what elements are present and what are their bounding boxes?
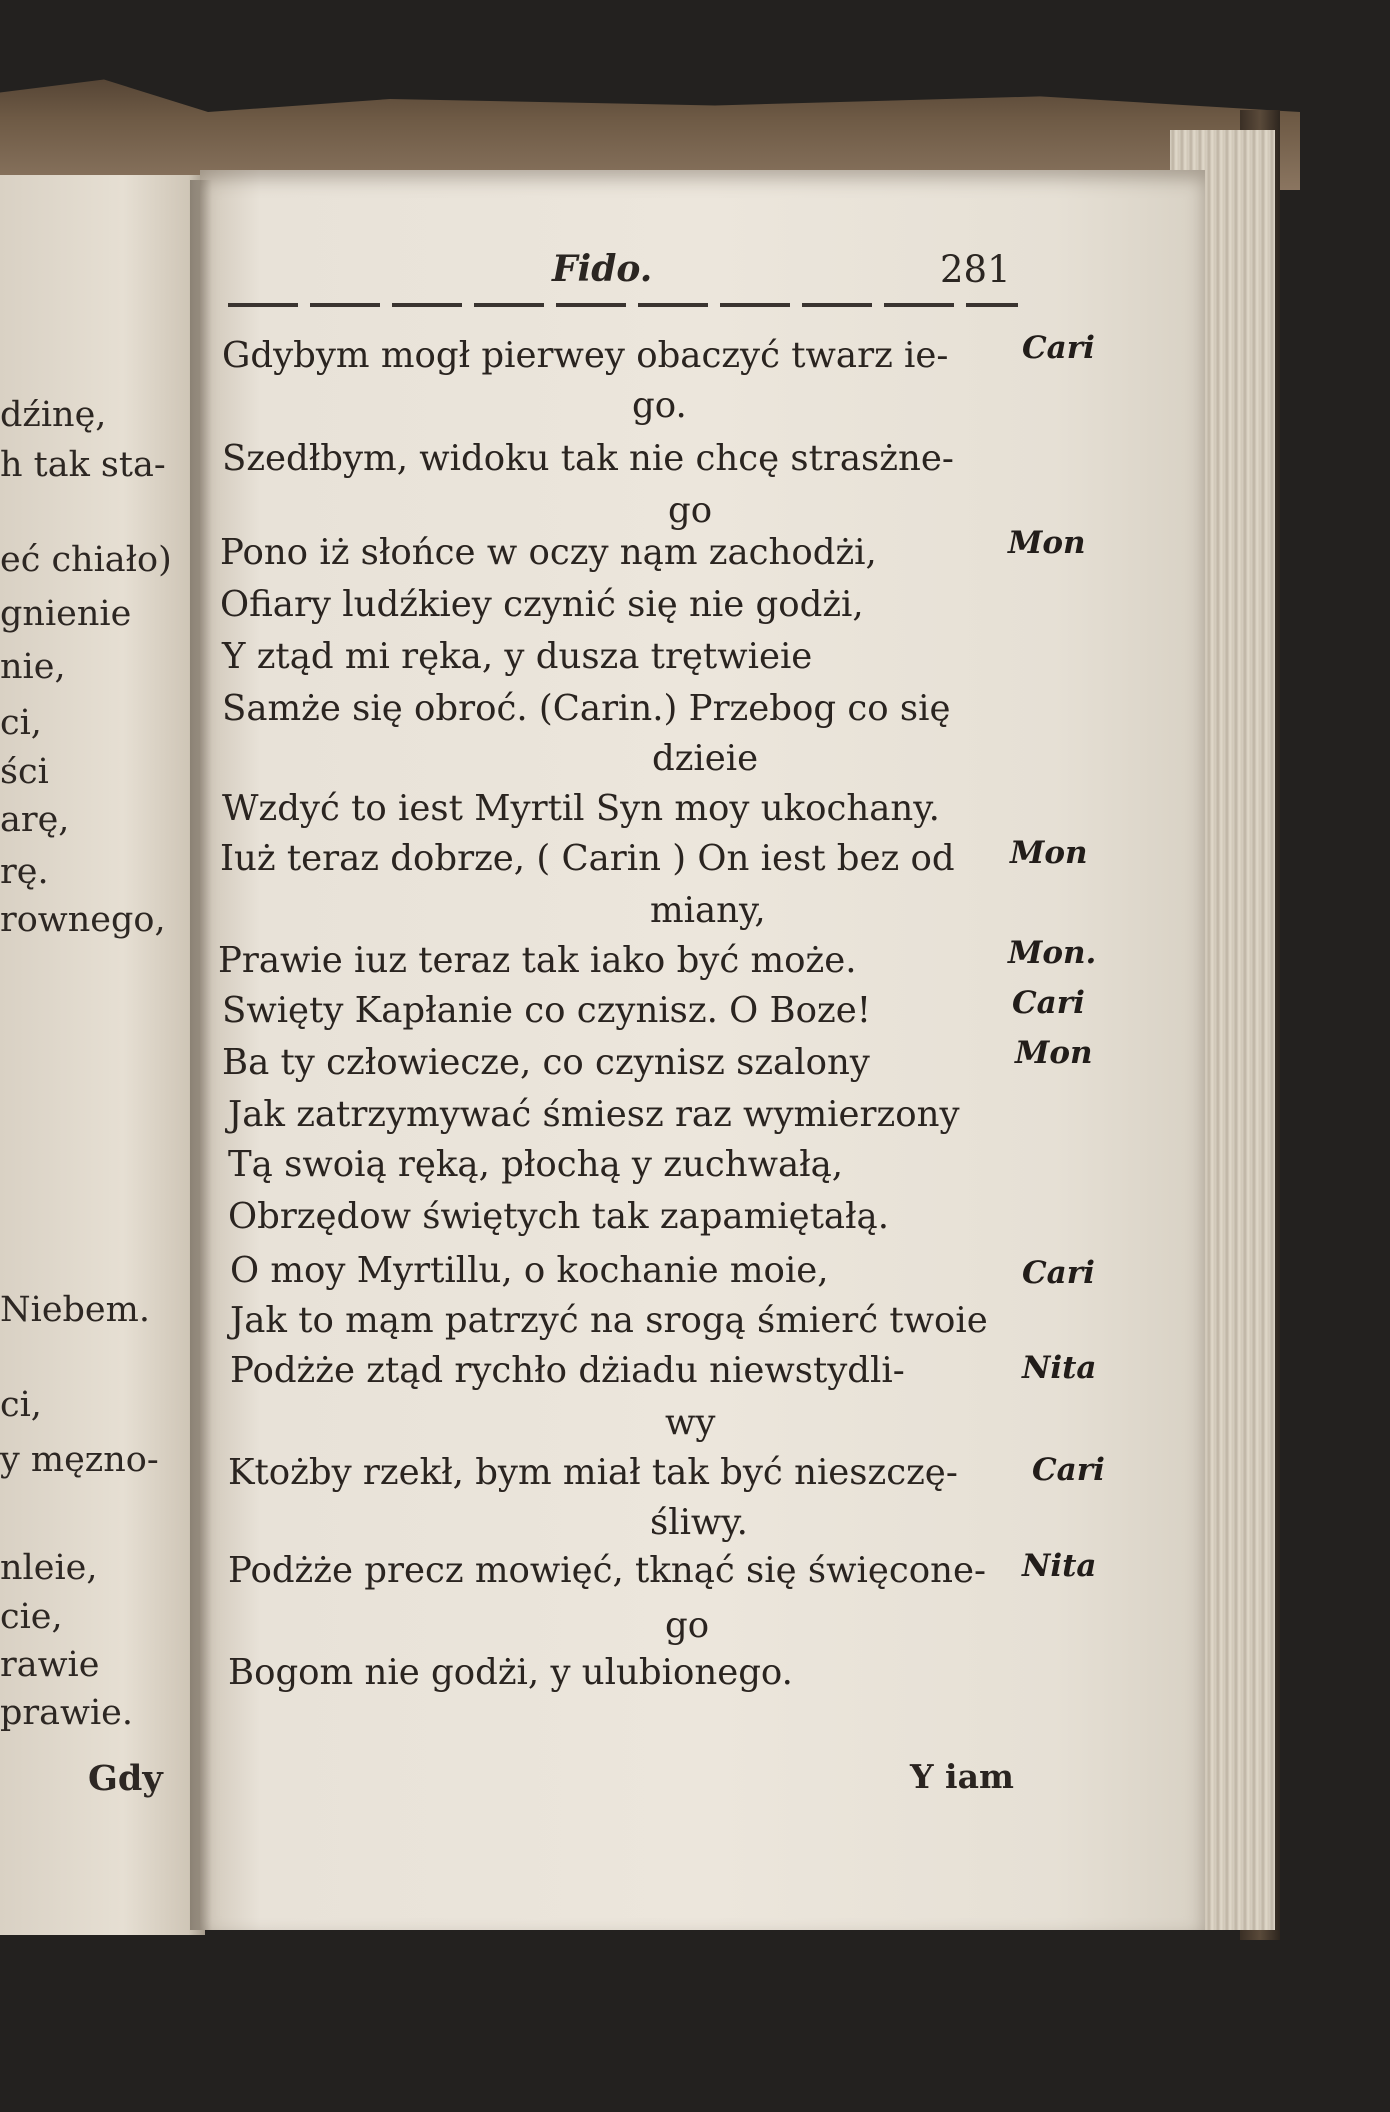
verse-line: Szedłbym, widoku tak nie chcę strasżne- (222, 438, 954, 479)
verse-line: miany, (650, 890, 766, 931)
verse-line: śliwy. (650, 1502, 748, 1543)
left-fragment: rę. (0, 852, 49, 892)
speaker-label: Cari (1022, 330, 1095, 366)
running-head: Fido. (552, 248, 653, 290)
verse-line: Obrzędow świętych tak zapamiętałą. (228, 1196, 889, 1237)
left-fragment: ści (0, 752, 49, 792)
verse-line: Gdybym mogł pierwey obaczyć twarz ie- (222, 335, 949, 376)
verse-line: Podżże ztąd rychło dżiadu niewstydli- (230, 1350, 905, 1391)
left-fragment: cie, (0, 1597, 63, 1637)
gutter-shadow (190, 180, 212, 1930)
verse-line: wy (665, 1402, 716, 1443)
speaker-label: Mon (1015, 1035, 1093, 1071)
verse-line: Pono iż słońce w oczy nąm zachodżi, (220, 532, 877, 573)
verse-line: Samże się obroć. (Carin.) Przebog co się (222, 688, 951, 729)
verse-line: Ba ty człowiecze, co czynisz szalony (222, 1042, 870, 1083)
left-fragment: eć chiało) (0, 540, 172, 580)
speaker-label: Nita (1022, 1548, 1097, 1584)
catchword: Y iam (910, 1757, 1014, 1796)
verse-line: Bogom nie godżi, y ulubionego. (228, 1652, 793, 1693)
verse-line: Ofiary ludźkiey czynić się nie godżi, (220, 584, 864, 625)
speaker-label: Mon (1010, 835, 1088, 871)
left-fragment: arę, (0, 800, 70, 840)
verse-line: Podżże precz mowięć, tknąć się święcone- (228, 1550, 986, 1591)
left-fragment: Niebem. (0, 1290, 150, 1330)
left-fragment: prawie. (0, 1693, 133, 1733)
verse-line: Jak zatrzymywać śmiesz raz wymierzony (228, 1094, 960, 1135)
verse-line: Tą swoią ręką, płochą y zuchwałą, (228, 1144, 844, 1185)
verse-line: Prawie iuz teraz tak iako być może. (218, 940, 857, 981)
verse-line: Y ztąd mi ręka, y dusza trętwieie (222, 636, 813, 677)
left-fragment: gnienie (0, 594, 132, 634)
left-fragment: rawie (0, 1645, 100, 1685)
left-fragment: rownego, (0, 900, 166, 940)
left-fragment: ci, (0, 1385, 42, 1425)
left-fragment: y męzno- (0, 1440, 159, 1480)
speaker-label: Mon (1008, 525, 1086, 561)
speaker-label: Nita (1022, 1350, 1097, 1386)
left-fragment: dźinę, (0, 395, 107, 435)
verse-line: Wzdyć to iest Myrtil Syn moy ukochany. (222, 788, 940, 829)
left-catchword: Gdy (88, 1758, 163, 1799)
verse-line: go (668, 490, 713, 531)
verse-line: dzieie (652, 738, 759, 779)
verse-line: go. (632, 385, 687, 426)
speaker-label: Cari (1022, 1255, 1095, 1291)
left-fragment: nleie, (0, 1548, 98, 1588)
verse-line: Ktożby rzekł, bym miał tak być nieszczę- (228, 1452, 958, 1493)
header-rule (228, 303, 1018, 307)
left-fragment: h tak sta- (0, 445, 166, 485)
verse-line: Iuż teraz dobrze, ( Carin ) On iest bez od (220, 838, 955, 879)
verse-line: Swięty Kapłanie co czynisz. O Boze! (222, 990, 871, 1031)
left-fragment: nie, (0, 647, 66, 687)
verse-line: Jak to mąm patrzyć na srogą śmierć twoie (230, 1300, 988, 1341)
verse-line: go (665, 1605, 710, 1646)
speaker-label: Cari (1032, 1452, 1105, 1488)
verse-line: O moy Myrtillu, o kochanie moie, (230, 1250, 829, 1291)
left-fragment: ci, (0, 703, 42, 743)
speaker-label: Cari (1012, 985, 1085, 1021)
page-number: 281 (940, 248, 1011, 291)
speaker-label: Mon. (1008, 935, 1097, 971)
